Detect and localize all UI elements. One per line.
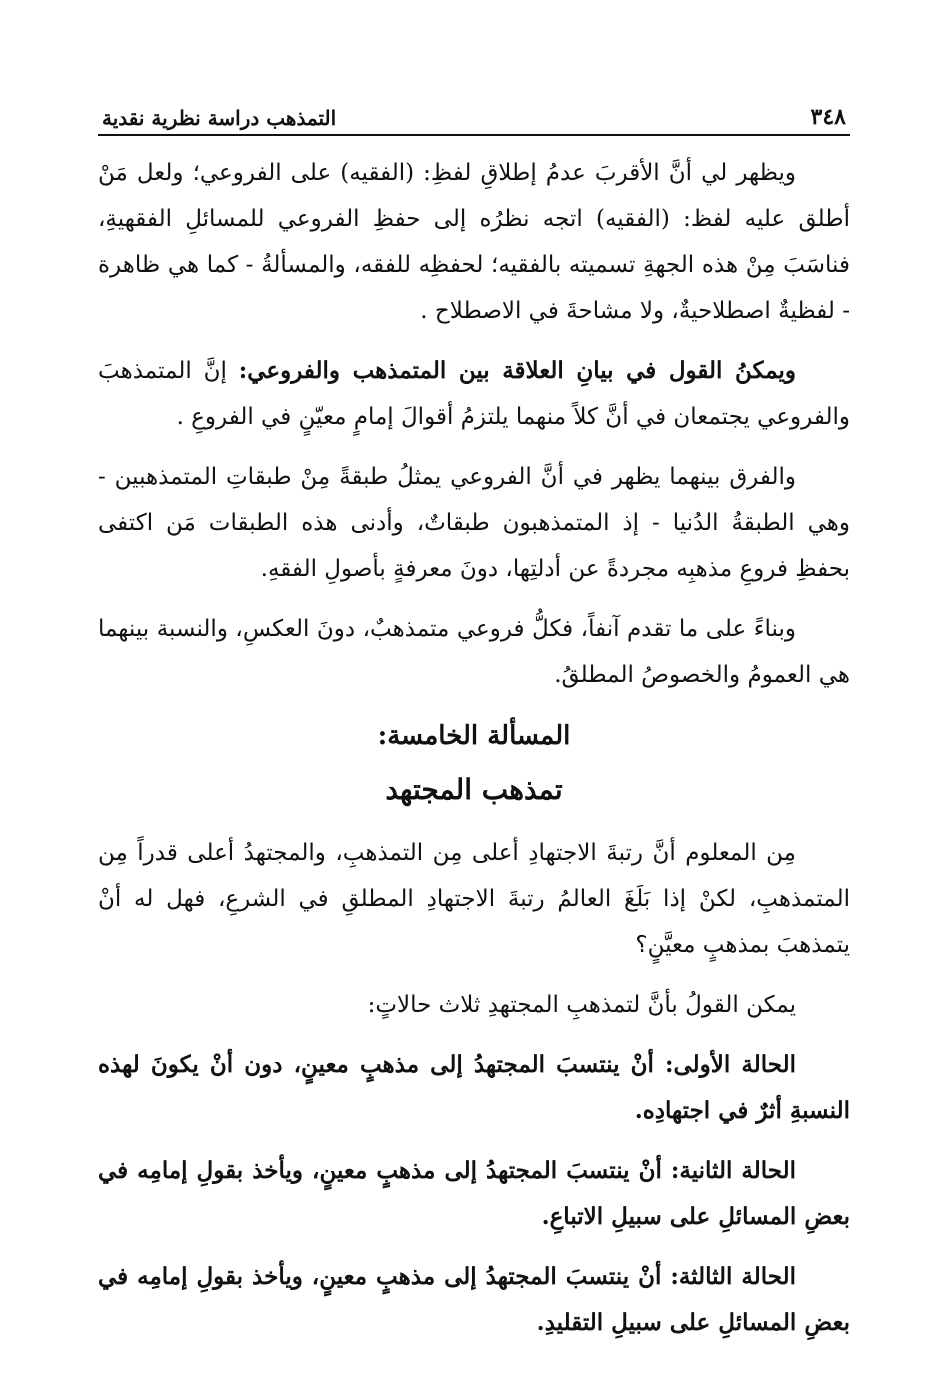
section-heading: المسألة الخامسة: xyxy=(377,721,571,751)
book-page xyxy=(98,96,850,1360)
paragraph-faqih-term: ويظهر لي أنَّ الأقربَ عدمُ إطلاقِ لفظِ: (الفقيه) على الفروعي؛ ولعل مَنْ أطلق عليه لفظ: (الفقيه) اتجه نظرُه إلى حفظِ الفروعي للمسائلِ الفقهيةِ، فناسَبَ مِنْ هذه الجهةِ تسميته بالفقيه؛ لحفظِه للفقه، والمسألةُ - كما هي ظاهرة - لفظيةٌ اصطلاحيةٌ، ولا مشاحةَ في الاصطلاح . xyxy=(98,160,850,324)
paragraph-mujtahid-intro: مِن المعلوم أنَّ رتبةَ الاجتهادِ أعلى مِن التمذهبِ، والمجتهدُ أعلى قدراً مِن المتمذهبِ، لكنْ إذا بَلَغَ العالمُ رتبةَ الاجتهادِ المطلقِ في الشرعِ، فهل له أنْ يتمذهبَ بمذهبٍ معيَّنٍ؟ xyxy=(98,840,850,958)
section-title: تمذهب المجتهد xyxy=(385,773,563,806)
paragraph-relation xyxy=(98,348,850,440)
paragraph-case-three: الحالة الثالثة: أنْ ينتسبَ المجتهدُ إلى مذهبٍ معينٍ، ويأخذ بقولِ إمامِه في بعضِ المسائلِ على سبيلِ التقليدِ. xyxy=(98,1263,850,1336)
running-header xyxy=(98,96,850,136)
running-title: التمذهب دراسة نظرية نقدية xyxy=(102,106,337,130)
page-number: ٣٤٨ xyxy=(810,104,846,130)
paragraph-relation-rest: إنَّ المتمذهبَ والفروعي يجتمعان في أنَّ كلاً منهما يلتزمُ أقوالَ إمامٍ معيّنٍ في الفروعِ . xyxy=(98,358,850,430)
paragraph-relation-lead: ويمكنُ القول في بيانِ العلاقة بين المتمذهب والفروعي: xyxy=(238,357,797,384)
paragraph-conclusion: وبناءً على ما تقدم آنفاً، فكلُّ فروعي متمذهبٌ، دونَ العكسِ، والنسبة بينهما هي العمومُ والخصوصُ المطلقُ. xyxy=(98,616,850,688)
paragraph-case-one: الحالة الأولى: أنْ ينتسبَ المجتهدُ إلى مذهبٍ معينٍ، دون أنْ يكونَ لهذه النسبةِ أثرٌ في اجتهادِه. xyxy=(98,1051,850,1124)
paragraph-difference: والفرق بينهما يظهر في أنَّ الفروعي يمثلُ طبقةً مِنْ طبقاتِ المتمذهبين - وهي الطبقةُ الدُنيا - إذ المتمذهبون طبقاتٌ، وأدنى هذه الطبقات مَن اكتفى بحفظِ فروعِ مذهبِه مجردةً عن أدلتِها، دونَ معرفةٍ بأصولِ الفقهِ. xyxy=(98,464,850,582)
paragraph-case-two: الحالة الثانية: أنْ ينتسبَ المجتهدُ إلى مذهبٍ معينٍ، ويأخذ بقولِ إمامِه في بعضِ المسائلِ على سبيلِ الاتباعِ. xyxy=(98,1157,850,1230)
paragraph-three-cases: يمكن القولُ بأنَّ لتمذهبِ المجتهدِ ثلاث حالاتٍ: xyxy=(367,992,796,1018)
